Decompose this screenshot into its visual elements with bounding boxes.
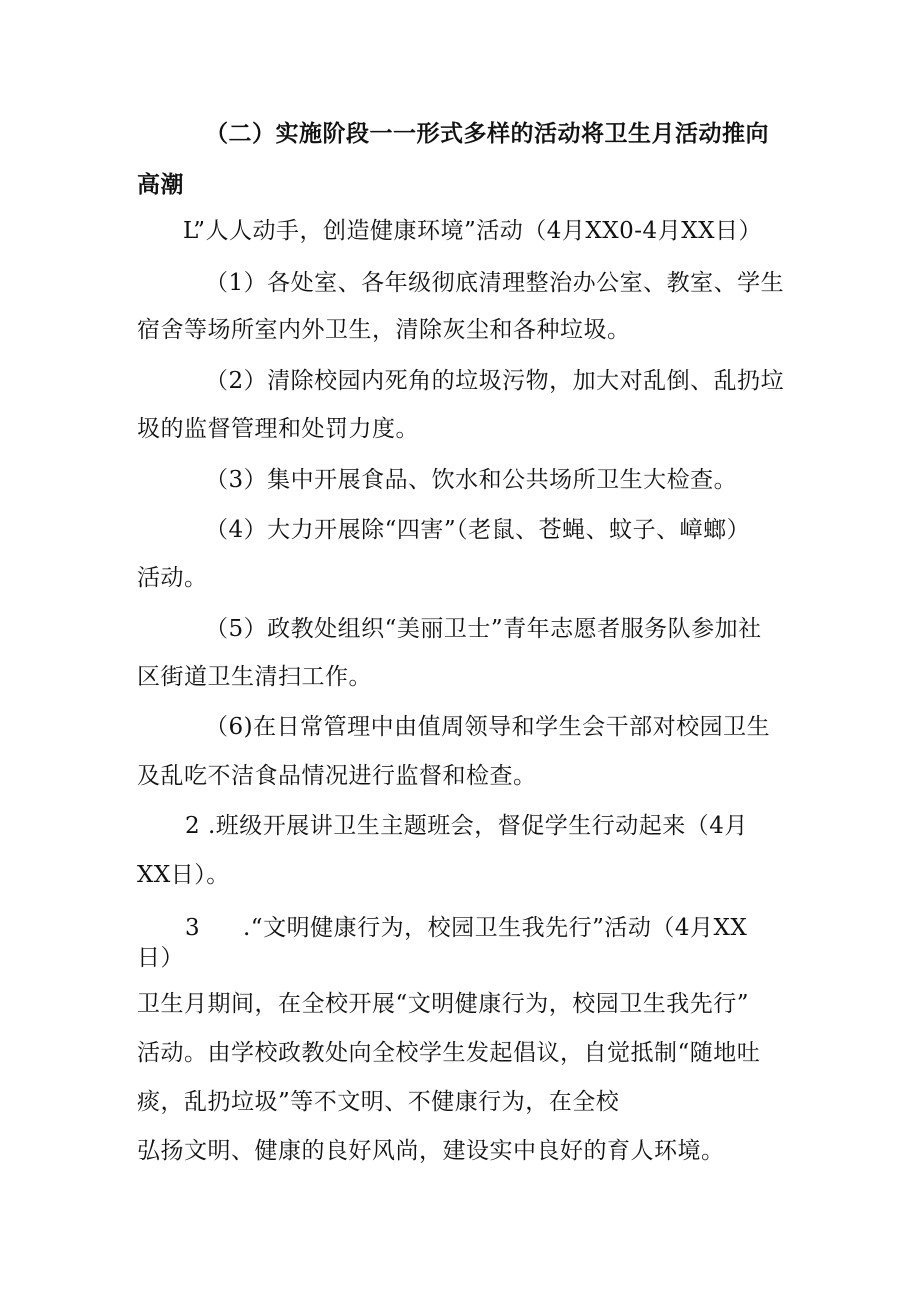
item-2-line-1: 2 .班级开展讲卫生主题班会，督促学生行动起来（4月 xyxy=(185,813,748,839)
sub-item-2-line-1: （2）清除校园内死角的垃圾污物，加大对乱倒、乱扔垃 xyxy=(205,368,785,394)
body-paragraph-line-2: 活动。由学校政教处向全校学生发起倡议，自觉抵制“随地吐 xyxy=(137,1040,761,1066)
sub-item-6-line-2: 及乱吃不洁食品情况进行监督和检查。 xyxy=(137,763,537,789)
sub-item-2-line-2: 圾的监督管理和处罚力度。 xyxy=(137,416,419,442)
sub-item-5-line-2: 区街道卫生清扫工作。 xyxy=(137,664,372,690)
sub-item-6-line-1: （6)在日常管理中由值周领导和学生会干部对校园卫生 xyxy=(205,714,771,740)
sub-item-3-line-1: （3）集中开展食品、饮水和公共场所卫生大检查。 xyxy=(205,467,738,493)
item-1-title: L”人人动手，创造健康环境”活动（4月XX0-4月XX日） xyxy=(183,218,762,244)
sub-item-1-line-1: （1）各处室、各年级彻底清理整治办公室、教室、学生 xyxy=(205,270,785,296)
body-paragraph-line-4: 弘扬文明、健康的良好风尚，建设实中良好的育人环境。 xyxy=(137,1138,725,1164)
section-heading-line-2: 高潮 xyxy=(137,172,184,198)
sub-item-1-line-2: 宿舍等场所室内外卫生，清除灰尘和各种垃圾。 xyxy=(137,317,631,343)
item-3-number: 3 xyxy=(185,915,201,941)
sub-item-4-line-2: 活动。 xyxy=(137,565,208,591)
section-heading-line-1: （二）实施阶段一一形式多样的活动将卫生月活动推向 xyxy=(205,121,769,147)
item-3-line-2: 日） xyxy=(137,945,184,971)
sub-item-4-line-1: （4）大力开展除“四害”（老鼠、苍蝇、蚊子、嶂螂） xyxy=(205,517,751,543)
item-3-line-1: .“文明健康行为，校园卫生我先行”活动（4月XX xyxy=(243,915,748,941)
body-paragraph-line-3: 痰，乱扔垃圾”等不文明、不健康行为，在全校 xyxy=(137,1089,620,1115)
body-paragraph-line-1: 卫生月期间，在全校开展“文明健康行为，校园卫生我先行” xyxy=(137,991,750,1017)
sub-item-5-line-1: （5）政教处组织“美丽卫士”青年志愿者服务队参加社 xyxy=(205,616,762,642)
item-2-line-2: XX日）。 xyxy=(137,862,230,888)
